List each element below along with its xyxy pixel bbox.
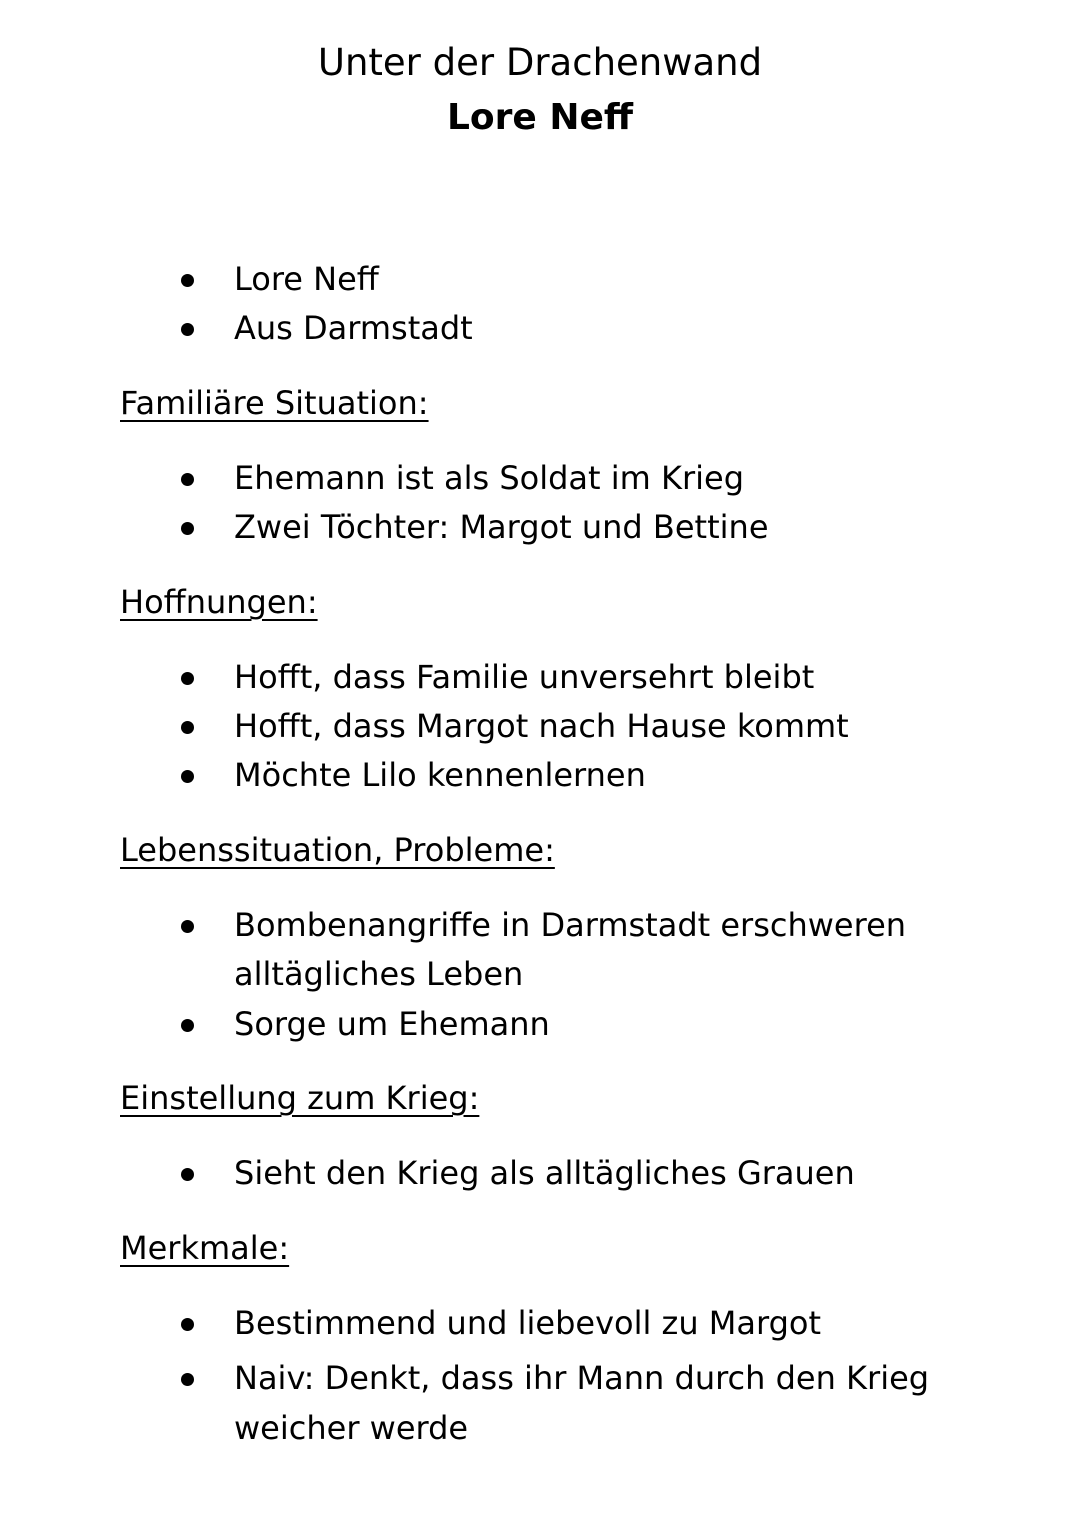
bullet-icon [181,770,194,783]
list-item: Ehemann ist als Soldat im Krieg [234,459,745,497]
section-heading: Einstellung zum Krieg: [120,1079,480,1117]
bullet-icon [181,1318,194,1331]
bullet-icon [181,1019,194,1032]
section-heading: Merkmale: [120,1229,290,1267]
section-heading: Familiäre Situation: [120,384,429,422]
list-item: Hofft, dass Margot nach Hause kommt [234,707,849,745]
bullet-icon [181,323,194,336]
bullet-icon [181,1168,194,1181]
section-heading: Lebenssituation, Probleme: [120,831,555,869]
list-item-continuation: weicher werde [234,1409,469,1447]
list-item: Zwei Töchter: Margot und Bettine [234,508,769,546]
list-item: Sieht den Krieg als alltägliches Grauen [234,1154,855,1192]
bullet-icon [181,721,194,734]
list-item: Sorge um Ehemann [234,1005,550,1043]
bullet-icon [181,672,194,685]
list-item: Bombenangriffe in Darmstadt erschweren [234,906,907,944]
section-heading: Hoffnungen: [120,583,318,621]
document-subtitle: Lore Neff [446,97,634,138]
list-item: Lore Neff [234,260,379,298]
document-title: Unter der Drachenwand [317,41,763,84]
list-item: Naiv: Denkt, dass ihr Mann durch den Krieg [234,1359,930,1397]
list-item: Hofft, dass Familie unversehrt bleibt [234,658,815,696]
list-item: Möchte Lilo kennenlernen [234,756,646,794]
list-item: Bestimmend und liebevoll zu Margot [234,1304,822,1342]
bullet-icon [181,473,194,486]
list-item: Aus Darmstadt [234,309,473,347]
bullet-icon [181,522,194,535]
bullet-icon [181,920,194,933]
list-item-continuation: alltägliches Leben [234,955,524,993]
bullet-icon [181,274,194,287]
bullet-icon [181,1373,194,1386]
